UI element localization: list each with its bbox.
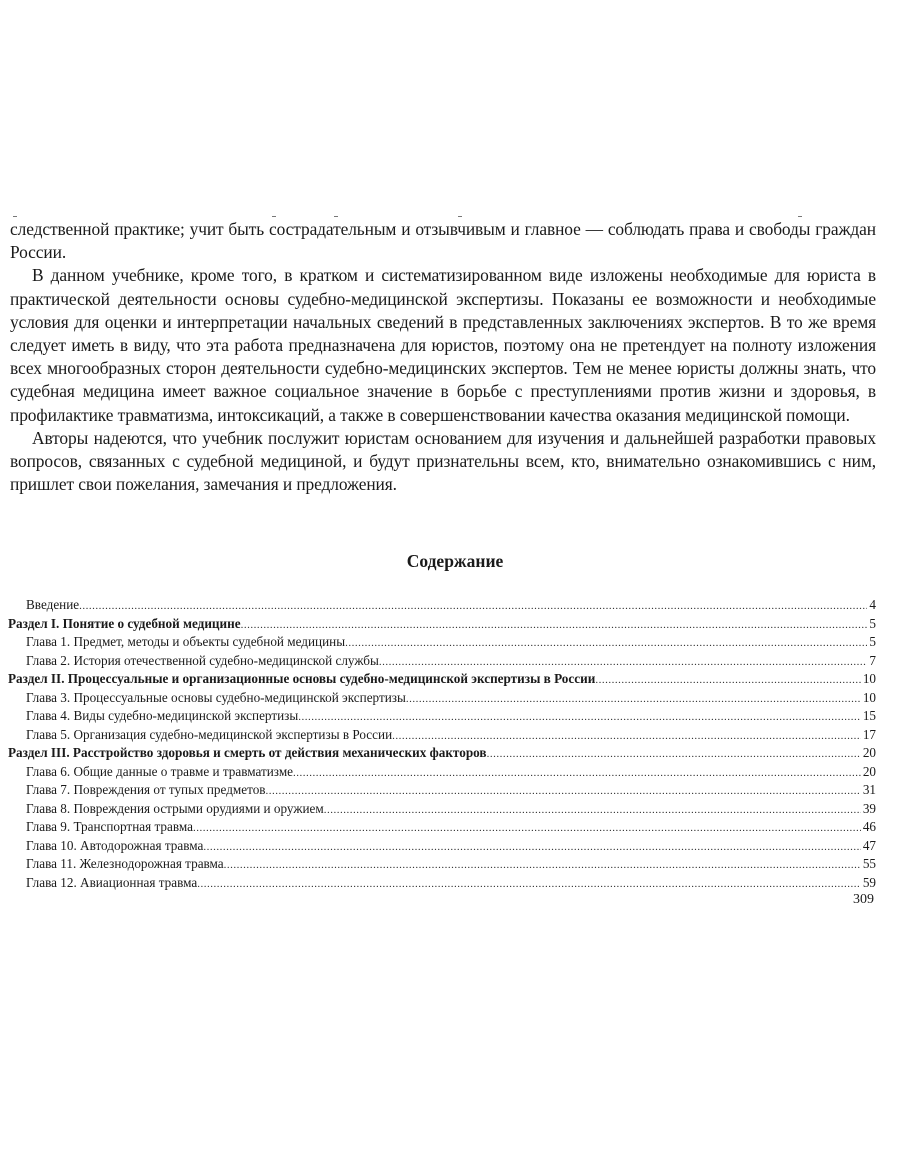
paragraph: следственной практике; учит быть сострадательным и отзывчивым и главное — соблюдать права и свободы граждан России. — [10, 219, 876, 263]
dot-leader — [298, 708, 861, 727]
toc-entry-label: Глава 10. Автодорожная травма — [26, 837, 204, 853]
dot-leader — [379, 653, 868, 672]
dot-leader — [241, 616, 868, 635]
toc-entry[interactable] — [8, 596, 876, 615]
toc-entry-label: Глава 7. Повреждения от тупых предметов — [26, 782, 266, 797]
toc-entry-page: 4 — [869, 597, 876, 612]
toc-entry-page: 10 — [862, 689, 876, 705]
toc-entry[interactable] — [8, 763, 876, 782]
toc-entry-label: Глава 9. Транспортная травма — [26, 819, 193, 834]
dot-leader — [203, 838, 861, 857]
toc-entry[interactable] — [8, 818, 876, 837]
dot-leader — [487, 745, 861, 764]
paragraph: В данном учебнике, кроме того, в кратком и систематизированном виде изложены необходимые для юриста в практической деятельности основы судебно-медицинской экспертизы. Показаны ее возможности и необходимые условия для оценки и интерпретации начальных сведений в представленных заключениях экспертов. В то же время следует иметь в виду, что эта работа предназначена для юристов, поэтому она не претендует на полноту изложения всех многообразных сторон деятельности судебно-медицинских экспертов. Тем не менее юристы должны знать, что судебная медицина имеет важное социальное значение в борьбе с преступлениями против жизни и здоровья, в профилактике травматизма, интоксикаций, а также в совершенствовании качества оказания медицинской помощи. — [10, 265, 876, 425]
toc-entry-label: Глава 4. Виды судебно-медицинской экспертизы — [26, 708, 299, 723]
toc-entry[interactable] — [8, 837, 876, 856]
toc-entry-label: Введение — [26, 597, 80, 612]
toc-entry-page: 10 — [862, 671, 876, 686]
dot-leader — [392, 727, 861, 746]
toc-entry-label: Глава 11. Железнодорожная травма — [26, 856, 224, 871]
toc-entry-label: Глава 6. Общие данные о травме и травматизме — [26, 763, 294, 779]
toc-entry-page: 47 — [862, 837, 876, 853]
toc-entry-label: Глава 5. Организация судебно-медицинской экспертизы в России — [26, 726, 393, 742]
toc-entry-label: Раздел II. Процессуальные и организационные основы судебно-медицинской экспертизы в России — [8, 671, 596, 686]
toc-entry[interactable] — [8, 652, 876, 671]
toc-entry[interactable] — [8, 800, 876, 819]
dot-leader — [79, 597, 867, 616]
dot-leader — [224, 856, 861, 875]
toc-entry[interactable] — [8, 855, 876, 874]
toc-entry-label: Глава 8. Повреждения острыми орудиями и оружием — [26, 800, 324, 816]
toc-section[interactable] — [8, 670, 876, 689]
toc-entry-page: 15 — [862, 708, 876, 723]
page-number: 309 — [853, 892, 874, 907]
dot-leader — [324, 801, 861, 820]
toc-entry[interactable] — [8, 633, 876, 652]
toc-entry-page: 31 — [862, 782, 876, 797]
toc-entry-label: Глава 1. Предмет, методы и объекты судебной медицины — [26, 634, 346, 649]
dot-leader — [406, 690, 861, 709]
toc-entry-page: 5 — [869, 615, 876, 631]
toc-entry[interactable] — [8, 781, 876, 800]
toc-entry-page: 17 — [862, 726, 876, 742]
toc-title: Содержание — [406, 551, 504, 571]
toc-section[interactable] — [8, 744, 876, 763]
toc-entry[interactable] — [8, 689, 876, 708]
toc-entry-page: 7 — [869, 652, 876, 668]
toc-entry[interactable] — [8, 726, 876, 745]
toc-entry-label: Глава 3. Процессуальные основы судебно-медицинской экспертизы — [26, 689, 406, 705]
toc-section[interactable] — [8, 615, 876, 634]
toc-entry-page: 20 — [862, 763, 876, 779]
dot-leader — [595, 671, 861, 690]
dot-leader — [293, 764, 861, 783]
dot-leader — [345, 634, 867, 653]
toc-entry-page: 55 — [862, 856, 876, 871]
toc-entry-label: Раздел III. Расстройство здоровья и смерть от действия механических факторов — [8, 745, 487, 760]
toc-entry-page: 59 — [862, 874, 876, 890]
dot-leader — [193, 819, 861, 838]
toc-entry-label: Раздел I. Понятие о судебной медицине — [8, 615, 241, 631]
toc-entry-page: 39 — [862, 800, 876, 816]
toc-entry[interactable] — [8, 707, 876, 726]
table-of-contents — [8, 596, 876, 892]
dot-leader — [197, 875, 861, 894]
toc-entry-page: 20 — [862, 745, 876, 760]
toc-entry-page: 5 — [869, 634, 876, 649]
toc-entry-label: Глава 12. Авиационная травма — [26, 874, 198, 890]
dot-leader — [266, 782, 861, 801]
body-text — [10, 218, 876, 496]
paragraph: Авторы надеются, что учебник послужит юристам основанием для изучения и дальнейшей разработки правовых вопросов, связанных с судебной медициной, и будут признательны всем, кто, внимательно ознакомившись с ним, пришлет свои пожелания, замечания и предложения. — [10, 427, 876, 495]
toc-entry-page: 46 — [862, 819, 876, 834]
toc-entry-label: Глава 2. История отечественной судебно-медицинской службы — [26, 652, 379, 668]
toc-entry[interactable] — [8, 874, 876, 893]
